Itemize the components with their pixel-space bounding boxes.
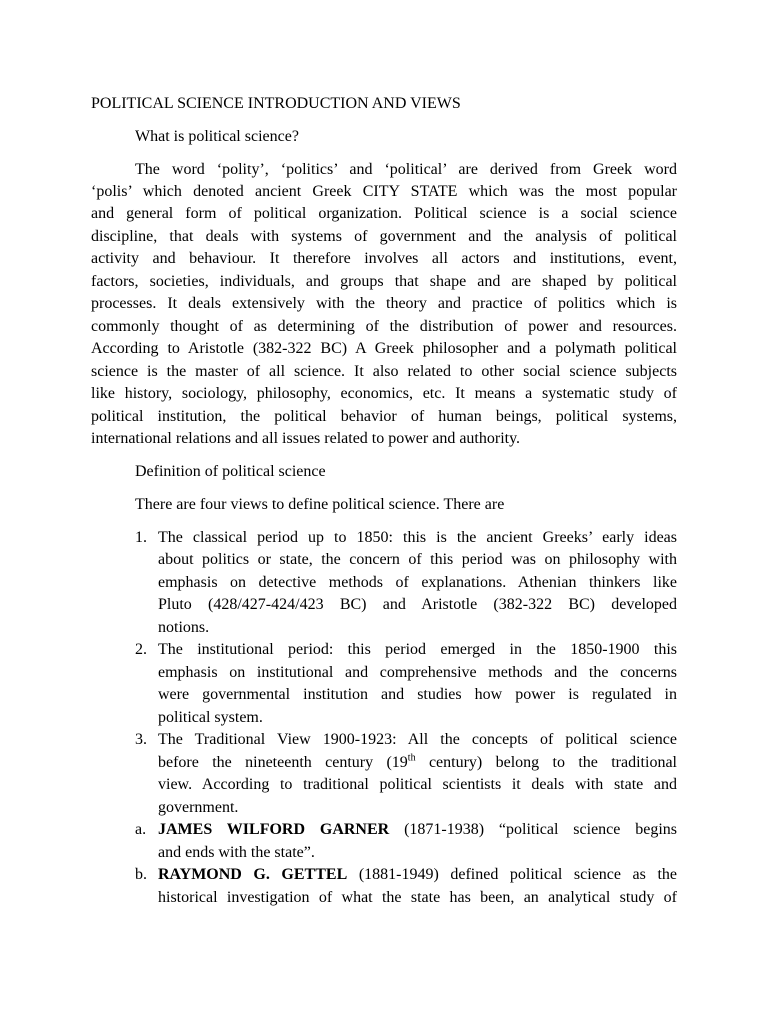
intro-line: like history, sociology, philosophy, economics, etc. It means a systematic study of: [91, 385, 677, 402]
line-text: (1871-1938) “political science begins: [389, 821, 678, 838]
intro-line: The word ‘polity’, ‘politics’ and ‘political’ are derived from Greek word: [135, 161, 677, 178]
list-marker: b.: [135, 866, 147, 883]
intro-line: science is the master of all science. It also related to other social science subjects: [91, 363, 677, 380]
intro-line: According to Aristotle (382-322 BC) A Greek philosopher and a polymath political: [91, 340, 677, 357]
list-item-line: notions.: [158, 619, 210, 636]
person-name: RAYMOND G. GETTEL: [158, 866, 348, 883]
section-question: What is political science?: [135, 128, 299, 145]
intro-line: discipline, that deals with systems of government and the analysis of political: [91, 228, 677, 245]
list-item-line: The institutional period: this period emerged in the 1850-1900 this: [158, 641, 677, 658]
document-title: POLITICAL SCIENCE INTRODUCTION AND VIEWS: [91, 95, 461, 112]
intro-line: commonly thought of as determining of the distribution of power and resources.: [91, 318, 677, 335]
list-item-line: [158, 752, 677, 774]
list-item-line: The classical period up to 1850: this is the ancient Greeks’ early ideas: [158, 529, 677, 546]
list-marker: 1.: [135, 529, 147, 546]
person-name: JAMES WILFORD GARNER: [158, 821, 390, 838]
list-item-line: historical investigation of what the state has been, an analytical study of: [158, 889, 677, 906]
superscript: th: [407, 752, 416, 764]
intro-line: processes. It deals extensively with the theory and practice of politics which is: [91, 295, 677, 312]
list-marker: 2.: [135, 641, 147, 658]
four-views-intro: There are four views to define political science. There are: [135, 496, 505, 513]
intro-line: political institution, the political behavior of human beings, political systems,: [91, 408, 677, 425]
intro-line: international relations and all issues related to power and authority.: [91, 430, 521, 447]
list-marker: a.: [135, 821, 147, 838]
list-item-line: emphasis on institutional and comprehensive methods and the concerns: [158, 664, 677, 681]
list-item-line: emphasis on detective methods of explanations. Athenian thinkers like: [158, 574, 677, 591]
list-item-line: political system.: [158, 709, 263, 726]
list-item-line: Pluto (428/427-424/423 BC) and Aristotle (382-322 BC) developed: [158, 596, 677, 613]
intro-line: activity and behaviour. It therefore involves all actors and institutions, event,: [91, 250, 677, 267]
line-text: (1881-1949) defined political science as the: [347, 866, 678, 883]
list-item-line: view. According to traditional political scientists it deals with state and: [158, 776, 677, 793]
list-item-line: were governmental institution and studies how power is regulated in: [158, 686, 677, 703]
list-item-line: [158, 864, 677, 886]
line-text: before the nineteenth century (19: [158, 754, 408, 771]
list-marker: 3.: [135, 731, 147, 748]
list-item-line: The Traditional View 1900-1923: All the concepts of political science: [158, 731, 677, 748]
intro-line: and general form of political organization. Political science is a social science: [91, 205, 677, 222]
definition-heading: Definition of political science: [135, 463, 326, 480]
list-item-line: [158, 819, 677, 841]
list-item-line: government.: [158, 799, 239, 816]
line-text: century) belong to the traditional: [415, 754, 677, 771]
list-item-line: about politics or state, the concern of this period was on philosophy with: [158, 551, 677, 568]
intro-line: ‘polis’ which denoted ancient Greek CITY STATE which was the most popular: [91, 183, 677, 200]
list-item-line: and ends with the state”.: [158, 844, 315, 861]
intro-line: factors, societies, individuals, and groups that shape and are shaped by political: [91, 273, 677, 290]
